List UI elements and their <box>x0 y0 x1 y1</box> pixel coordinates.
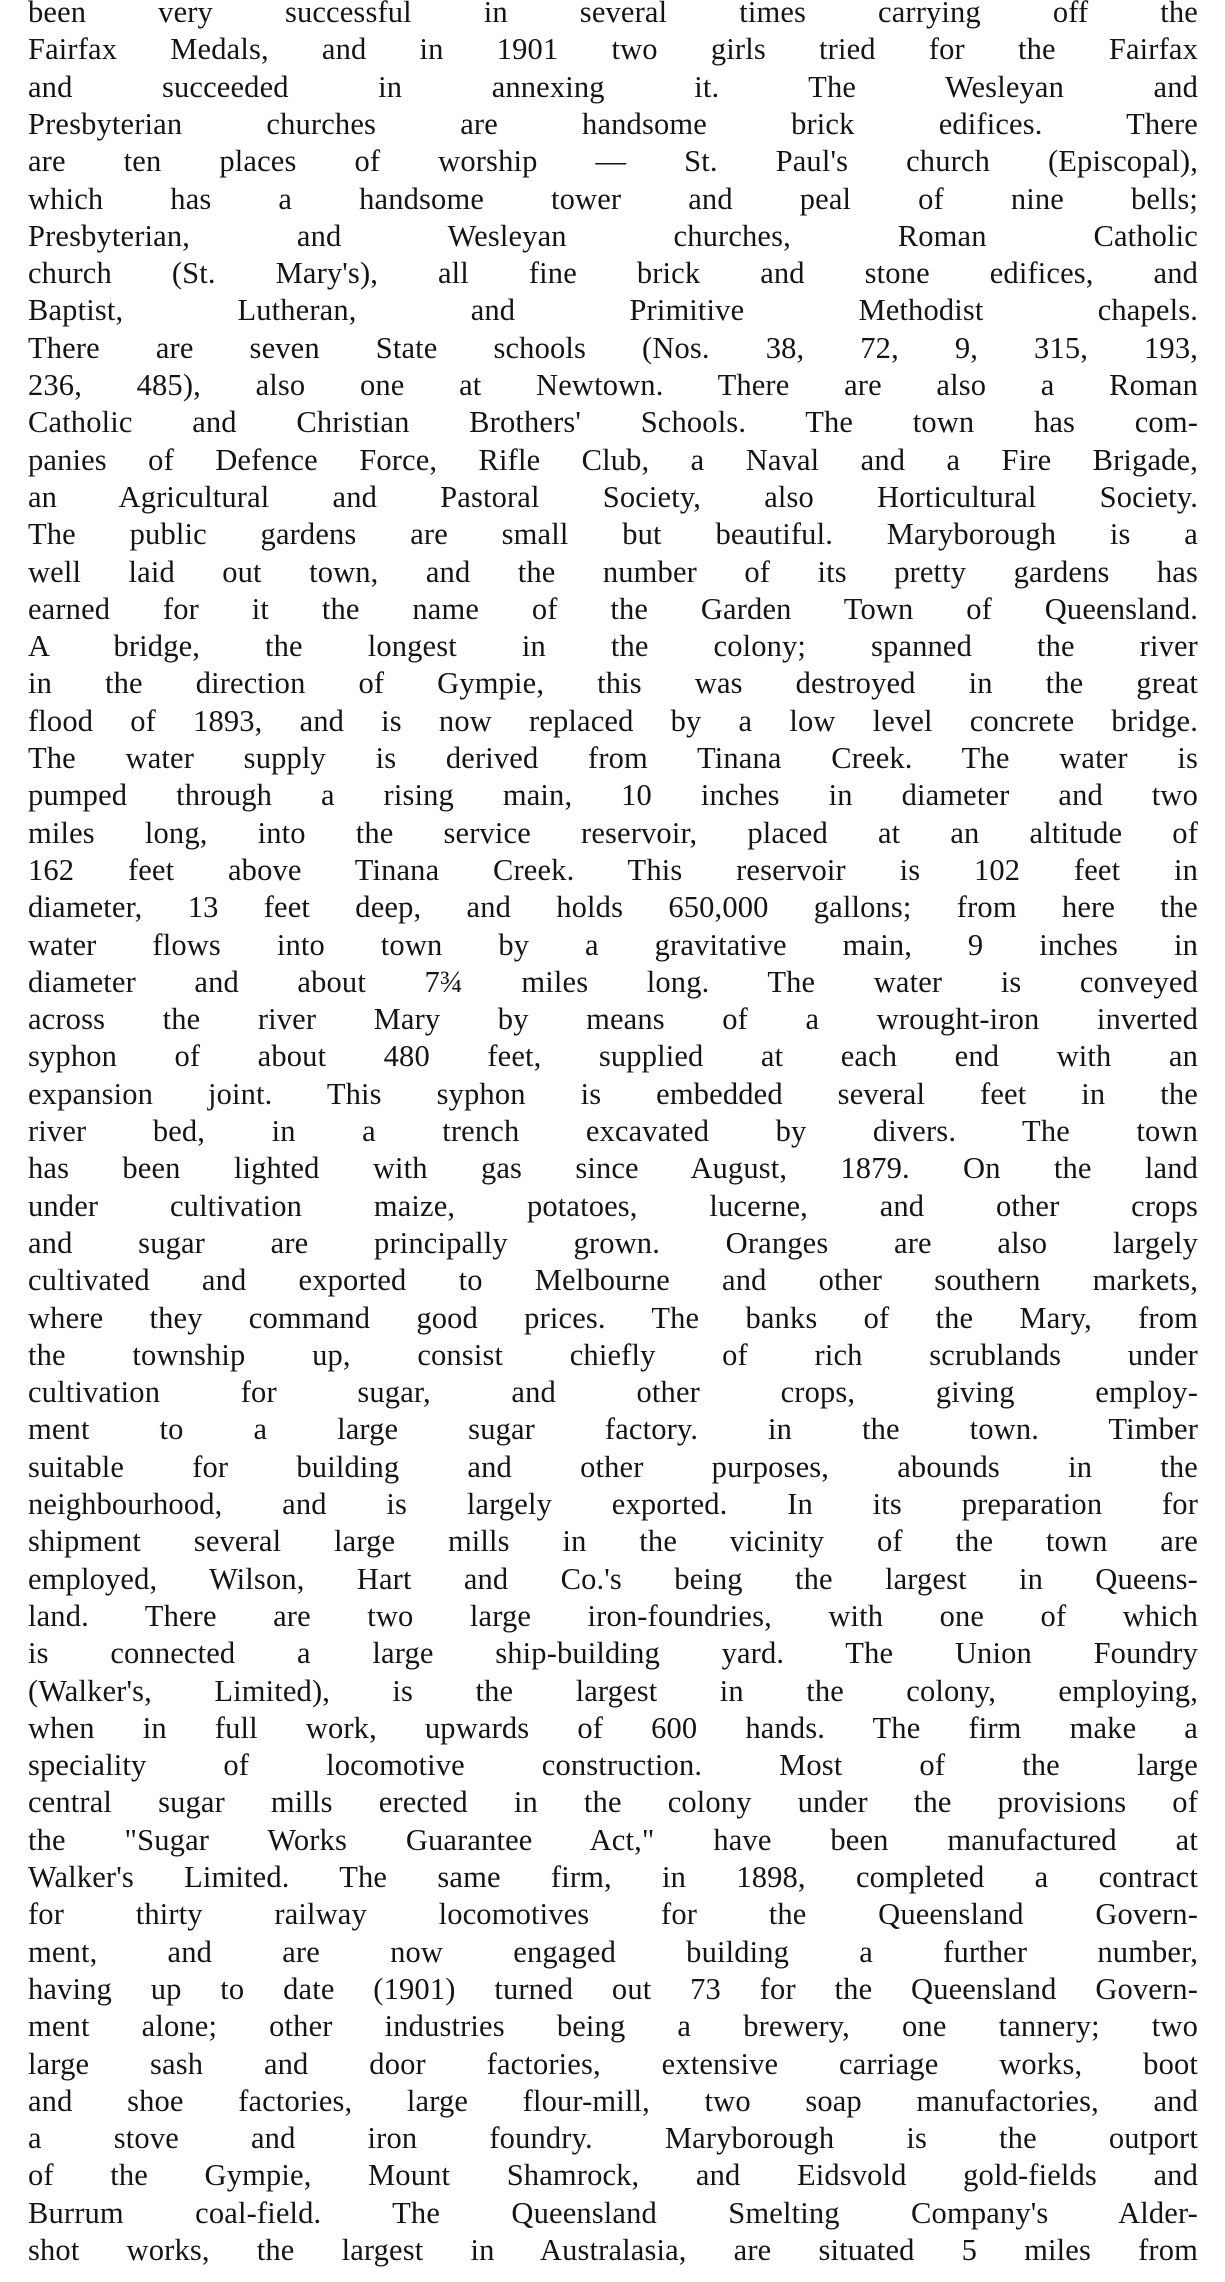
text-line: has been lighted with gas since August, 1879. On the land <box>28 1151 1198 1186</box>
text-line: 162 feet above Tinana Creek. This reservoir is 102 feet in <box>28 852 1198 887</box>
text-line: and shoe factories, large flour-mill, two soap manufactories, and <box>28 2083 1198 2118</box>
text-line: in the direction of Gympie, this was destroyed in the great <box>28 666 1198 701</box>
text-line: large sash and door factories, extensive carriage works, boot <box>28 2046 1198 2081</box>
text-line: across the river Mary by means of a wrought-iron inverted <box>28 1002 1198 1037</box>
text-line: earned for it the name of the Garden Town of Queensland. <box>28 591 1198 626</box>
text-line: Catholic and Christian Brothers' Schools. The town has com- <box>28 405 1198 440</box>
text-line: having up to date (1901) turned out 73 for the Queensland Govern- <box>28 1971 1198 2006</box>
text-line: Presbyterian churches are handsome brick edifices. There <box>28 106 1198 141</box>
text-line: neighbourhood, and is largely exported. In its preparation for <box>28 1487 1198 1521</box>
document-page <box>28 0 1198 2282</box>
text-line: are ten places of worship — St. Paul's church (Episcopal), <box>28 144 1198 179</box>
text-line: and succeeded in annexing it. The Wesleyan and <box>28 69 1198 104</box>
text-line: Baptist, Lutheran, and Primitive Methodist chapels. <box>28 293 1198 328</box>
text-line: when in full work, upwards of 600 hands. The firm make a <box>28 1710 1198 1745</box>
text-line: under cultivation maize, potatoes, lucerne, and other crops <box>28 1188 1198 1223</box>
text-line: The public gardens are small but beautiful. Maryborough is a <box>28 517 1198 552</box>
text-line: The water supply is derived from Tinana Creek. The water is <box>28 741 1198 775</box>
text-line: and sugar are principally grown. Oranges are also largely <box>28 1225 1198 1260</box>
text-line: Fairfax Medals, and in 1901 two girls tried for the Fairfax <box>28 32 1198 67</box>
text-line: There are seven State schools (Nos. 38, 72, 9, 315, 193, <box>28 330 1198 365</box>
text-line: been very successful in several times carrying off the <box>28 0 1198 29</box>
text-line: central sugar mills erected in the colony under the provisions of <box>28 1785 1198 1820</box>
text-line: miles long, into the service reservoir, placed at an altitude of <box>28 815 1198 850</box>
text-line: speciality of locomotive construction. Most of the large <box>28 1748 1198 1783</box>
text-line: Walker's Limited. The same firm, in 1898, completed a contract <box>28 1860 1198 1894</box>
text-line: cultivation for sugar, and other crops, giving employ- <box>28 1375 1198 1410</box>
text-line: diameter, 13 feet deep, and holds 650,000 gallons; from here the <box>28 890 1198 925</box>
text-line: which has a handsome tower and peal of nine bells; <box>28 181 1198 216</box>
text-line: Burrum coal-field. The Queensland Smelting Company's Alder- <box>28 2195 1198 2230</box>
text-line: expansion joint. This syphon is embedded several feet in the <box>28 1076 1198 1111</box>
text-line: is connected a large ship-building yard. The Union Foundry <box>28 1636 1198 1671</box>
text-line: pumped through a rising main, 10 inches in diameter and two <box>28 778 1198 813</box>
text-line: (Walker's, Limited), is the largest in the colony, employing, <box>28 1673 1198 1708</box>
text-line: water flows into town by a gravitative main, 9 inches in <box>28 927 1198 962</box>
text-line: land. There are two large iron-foundries, with one of which <box>28 1598 1198 1633</box>
text-line: syphon of about 480 feet, supplied at each end with an <box>28 1039 1198 1074</box>
text-line: shipment several large mills in the vicinity of the town are <box>28 1524 1198 1559</box>
text-line: a stove and iron foundry. Maryborough is the outport <box>28 2121 1198 2156</box>
text-line: of the Gympie, Mount Shamrock, and Eidsvold gold-fields and <box>28 2158 1198 2193</box>
text-line: river bed, in a trench excavated by divers. The town <box>28 1114 1198 1148</box>
text-line: A bridge, the longest in the colony; spanned the river <box>28 629 1198 664</box>
text-line: church (St. Mary's), all fine brick and stone edifices, and <box>28 256 1198 291</box>
text-line: flood of 1893, and is now replaced by a low level concrete bridge. <box>28 703 1198 738</box>
text-line: ment, and are now engaged building a further number, <box>28 1934 1198 1969</box>
text-line: panies of Defence Force, Rifle Club, a Naval and a Fire Brigade, <box>28 442 1198 477</box>
text-line: the township up, consist chiefly of rich scrublands under <box>28 1337 1198 1372</box>
text-line: employed, Wilson, Hart and Co.'s being the largest in Queens- <box>28 1561 1198 1596</box>
text-line: well laid out town, and the number of its pretty gardens has <box>28 554 1198 589</box>
text-line: for thirty railway locomotives for the Queensland Govern- <box>28 1897 1198 1932</box>
text-line: 236, 485), also one at Newtown. There are also a Roman <box>28 368 1198 402</box>
text-line: shot works, the largest in Australasia, are situated 5 miles from <box>28 2233 1198 2267</box>
text-line: ment to a large sugar factory. in the town. Timber <box>28 1412 1198 1447</box>
text-line: an Agricultural and Pastoral Society, also Horticultural Society. <box>28 479 1198 514</box>
text-line: Presbyterian, and Wesleyan churches, Roman Catholic <box>28 218 1198 253</box>
text-line: ment alone; other industries being a brewery, one tannery; two <box>28 2009 1198 2044</box>
text-line: suitable for building and other purposes, abounds in the <box>28 1449 1198 1484</box>
text-line: cultivated and exported to Melbourne and other southern markets, <box>28 1263 1198 1298</box>
text-line: diameter and about 7¾ miles long. The water is conveyed <box>28 964 1198 999</box>
text-line: where they command good prices. The banks of the Mary, from <box>28 1300 1198 1335</box>
text-line: the "Sugar Works Guarantee Act," have been manufactured at <box>28 1822 1198 1857</box>
